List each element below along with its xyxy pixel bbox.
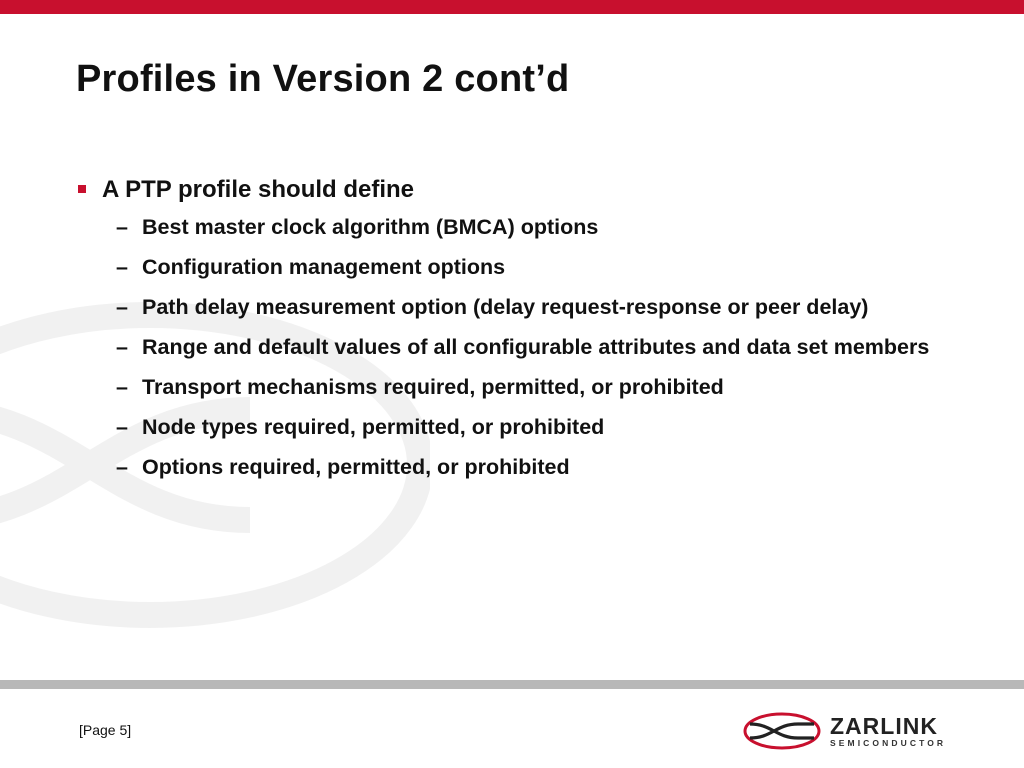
dash-marker: – <box>116 295 128 319</box>
dash-marker: – <box>116 255 128 279</box>
list-item <box>116 332 958 362</box>
list-item <box>116 212 958 242</box>
sub-bullet-list <box>78 212 958 482</box>
logo-subtitle: SEMICONDUCTOR <box>830 738 947 748</box>
top-accent-bar <box>0 0 1024 14</box>
square-bullet-icon <box>78 185 86 193</box>
logo-wordmark: ZARLINK <box>830 713 938 739</box>
page-number: [Page 5] <box>79 722 132 738</box>
list-item <box>116 372 958 402</box>
list-item <box>116 452 958 482</box>
list-item-text: Configuration management options <box>142 255 506 279</box>
dash-marker: – <box>116 455 128 479</box>
zarlink-logo <box>742 711 952 751</box>
slide-content <box>78 176 958 492</box>
list-item <box>116 412 958 442</box>
dash-marker: – <box>116 215 128 239</box>
list-item-text: Options required, permitted, or prohibited <box>142 455 570 479</box>
list-item-text: Path delay measurement option (delay request-response or peer delay) <box>142 295 869 319</box>
main-bullet <box>78 176 958 204</box>
dash-marker: – <box>116 415 128 439</box>
footer-rule <box>0 680 1024 689</box>
list-item-text: Range and default values of all configurable attributes and data set members <box>142 335 930 359</box>
list-item <box>116 292 958 322</box>
main-bullet-text: A PTP profile should define <box>102 176 415 203</box>
zarlink-swoosh-icon <box>742 711 822 751</box>
list-item-text: Node types required, permitted, or prohibited <box>142 415 605 439</box>
list-item-text: Best master clock algorithm (BMCA) options <box>142 215 599 239</box>
slide-title: Profiles in Version 2 cont’d <box>76 58 570 100</box>
dash-marker: – <box>116 335 128 359</box>
list-item-text: Transport mechanisms required, permitted, or prohibited <box>142 375 724 399</box>
dash-marker: – <box>116 375 128 399</box>
list-item <box>116 252 958 282</box>
